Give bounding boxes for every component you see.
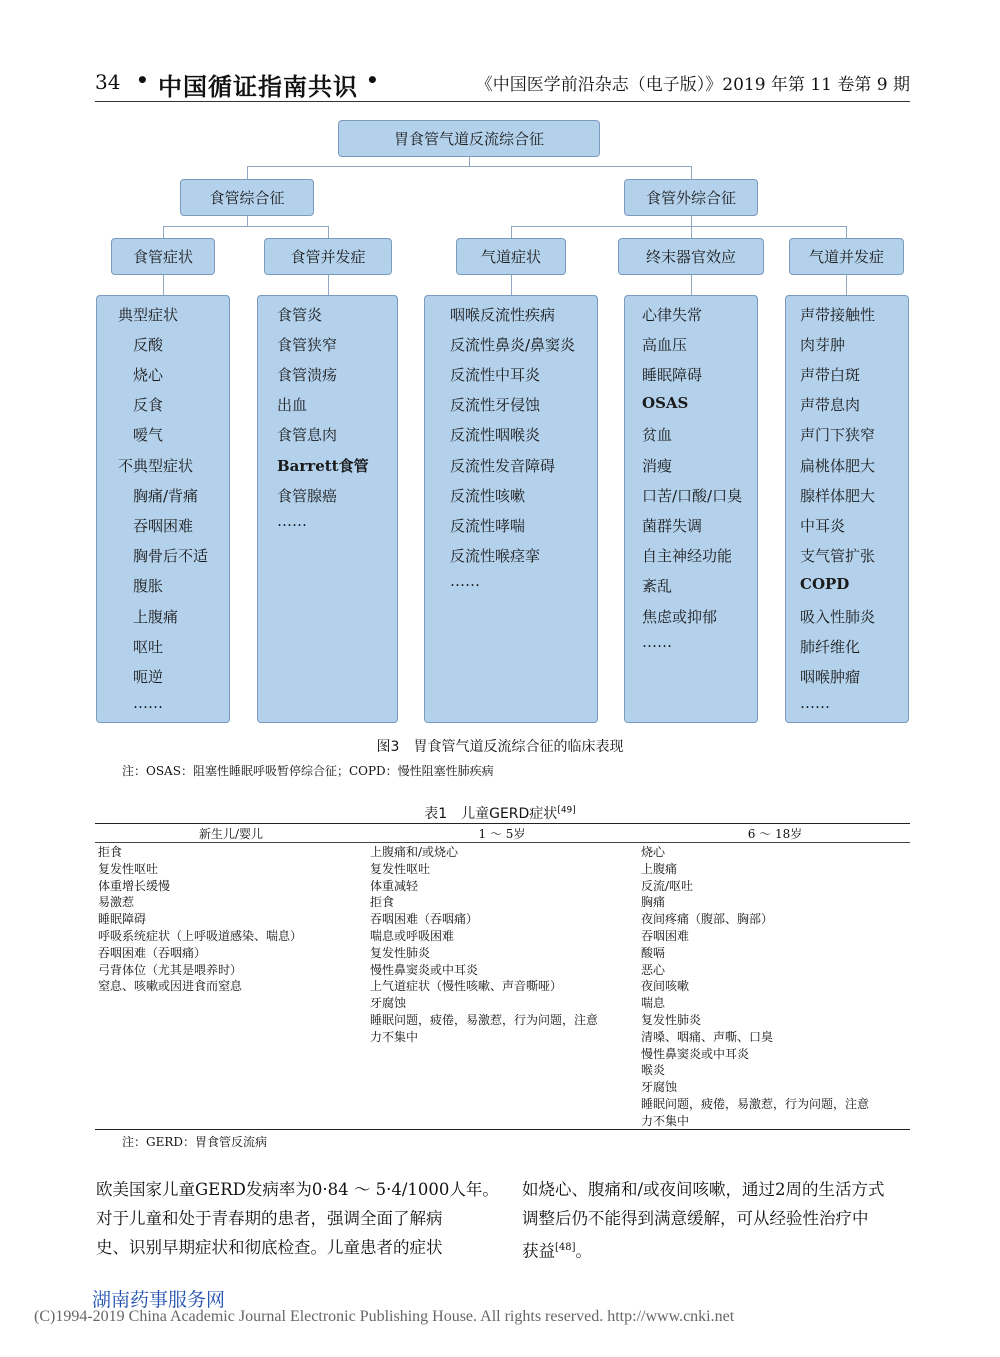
table-cell: 酸嗝 [641, 945, 666, 960]
list-item: 口苦/口酸/口臭 [642, 487, 743, 505]
list-item: …… [800, 694, 830, 712]
list-airway-complications [785, 295, 909, 723]
list-item: COPD [800, 575, 850, 593]
list-item: 腺样体肥大 [800, 487, 876, 505]
table-cell: 喘息或呼吸困难 [370, 928, 455, 943]
body-citation-ref: [48] [555, 1242, 576, 1253]
list-item: 反流性哮喘 [450, 517, 526, 535]
table-cell: 吞咽困难（吞咽痛） [98, 945, 207, 960]
list-item: 胸痛/背痛 [133, 487, 199, 505]
table-cell: 睡眠问题，疲倦，易激惹，行为问题，注意 [641, 1096, 870, 1111]
connector-line [247, 216, 248, 226]
connector-line [691, 216, 692, 226]
list-item: 自主神经功能 [642, 547, 733, 565]
table-cell: 窒息、咳嗽或因进食而窒息 [98, 979, 243, 994]
table-cell: 拒食 [98, 845, 123, 859]
table-header-infant: 新生儿/婴儿 [198, 827, 264, 841]
table-cell: 夜间疼痛（腹部、胸部） [641, 912, 774, 927]
list-item: …… [450, 572, 480, 590]
list-item: 反流性中耳炎 [450, 366, 541, 384]
title-bullet-right: • [366, 68, 379, 92]
table-cell: 上腹痛 [641, 861, 678, 876]
list-item: 焦虑或抑郁 [642, 608, 718, 626]
body-line: 调整后仍不能得到满意缓解，可从经验性治疗中 [522, 1209, 869, 1228]
connector-line [163, 226, 164, 238]
connector-line [691, 166, 692, 179]
node-esophageal-syndrome: 食管综合征 [180, 179, 314, 216]
body-text-right [522, 1175, 885, 1266]
list-item: 反流性咳嗽 [450, 487, 526, 505]
list-item: 上腹痛 [133, 608, 179, 626]
title-bullet-left: • [136, 68, 149, 92]
body-line-text: 获益 [522, 1241, 555, 1261]
connector-line [328, 275, 329, 295]
table-col-1-5 [370, 844, 598, 1046]
section-title: 中国循证指南共识 [158, 73, 358, 101]
body-line-end: 。 [575, 1241, 593, 1261]
body-line: 对于儿童和处于青春期的患者，强调全面了解病 [96, 1209, 443, 1228]
table-col-infant [98, 844, 302, 995]
connector-line [328, 226, 329, 238]
list-item: 睡眠障碍 [642, 366, 703, 384]
table-cell: 复发性呕吐 [98, 861, 159, 876]
list-airway-symptoms [424, 295, 598, 723]
table-cell: 力不集中 [370, 1029, 419, 1044]
table-caption-ref: [49] [557, 805, 576, 816]
table-cell: 吞咽困难（吞咽痛） [370, 912, 479, 927]
table-cell: 睡眠问题，疲倦，易激惹，行为问题，注意 [370, 1012, 599, 1027]
connector-line [163, 275, 164, 295]
list-item: 嗳气 [133, 426, 164, 444]
list-item: 肉芽肿 [800, 336, 846, 354]
list-item: 声带接触性 [800, 306, 876, 324]
list-item: 心律失常 [642, 306, 703, 324]
list-esophageal-symptoms [96, 295, 230, 723]
table-cell: 睡眠障碍 [98, 912, 147, 927]
table-header-1-5: 1 ～ 5岁 [478, 827, 526, 841]
list-item: 腹胀 [133, 577, 164, 595]
node-end-organ-effects: 终末器官效应 [618, 238, 764, 275]
table-cell: 拒食 [370, 895, 395, 910]
list-item: 声带白斑 [800, 366, 861, 384]
list-item: 食管息肉 [277, 426, 338, 444]
table-cell: 上气道症状（慢性咳嗽、声音嘶哑） [370, 979, 563, 994]
connector-line [691, 226, 692, 238]
table-cell: 复发性肺炎 [370, 945, 431, 960]
list-item: 出血 [277, 396, 308, 414]
table-cell: 喉炎 [641, 1063, 666, 1078]
table-cell: 牙腐蚀 [370, 996, 407, 1011]
list-item: 消瘦 [642, 457, 673, 475]
list-item: 中耳炎 [800, 517, 846, 535]
page-number: 34 [95, 70, 121, 94]
connector-line [691, 275, 692, 295]
figure-note: 注：OSAS：阻塞性睡眠呼吸暂停综合征；COPD：慢性阻塞性肺疾病 [122, 764, 494, 778]
list-item: 反流性发音障碍 [450, 457, 556, 475]
list-end-organ-effects [624, 295, 758, 723]
table-cell: 牙腐蚀 [641, 1080, 678, 1095]
list-item: 烧心 [133, 366, 164, 384]
table-cell: 烧心 [641, 845, 666, 859]
node-airway-complications: 气道并发症 [789, 238, 904, 275]
list-item: 反食 [133, 396, 164, 414]
copyright-footer: (C)1994-2019 China Academic Journal Electronic Publishing House. All rights reserved. http://www.cnki.net [34, 1308, 735, 1325]
table-col-6-18 [641, 844, 869, 1130]
list-item: 吸入性肺炎 [800, 608, 876, 626]
table-cell: 体重增长缓慢 [98, 878, 171, 893]
body-line: 欧美国家儿童GERD发病率为0·84 ～ 5·4/1000人年。 [96, 1180, 499, 1199]
node-airway-symptoms: 气道症状 [456, 238, 566, 275]
list-item: 扁桃体肥大 [800, 457, 876, 475]
list-item: 典型症状 [118, 306, 179, 324]
table-caption [0, 803, 1000, 823]
table-cell: 清嗓、咽痛、声嘶、口臭 [641, 1029, 774, 1044]
list-item: 贫血 [642, 426, 673, 444]
list-item: 食管炎 [277, 306, 323, 324]
table-cell: 恶心 [641, 962, 666, 977]
table-cell: 上腹痛和/或烧心 [370, 845, 459, 859]
connector-line [247, 166, 248, 179]
node-root: 胃食管气道反流综合征 [338, 120, 600, 157]
connector-line [511, 226, 847, 227]
list-item: OSAS [642, 394, 689, 412]
table-cell: 复发性肺炎 [641, 1012, 702, 1027]
body-line-last [522, 1233, 885, 1266]
node-esophageal-complications: 食管并发症 [264, 238, 392, 275]
list-item: 食管溃疡 [277, 366, 338, 384]
site-watermark: 湖南药事服务网 [92, 1289, 226, 1311]
list-item: 反流性喉痉挛 [450, 547, 541, 565]
list-esophageal-complications [257, 295, 398, 723]
list-item: 咽喉肿瘤 [800, 668, 861, 686]
list-item: …… [133, 694, 163, 712]
header-rule [95, 101, 910, 102]
body-line: 如烧心、腹痛和/或夜间咳嗽，通过2周的生活方式 [522, 1180, 885, 1199]
table-cell: 喘息 [641, 996, 666, 1011]
table-cell: 呼吸系统症状（上呼吸道感染、喘息） [98, 928, 303, 943]
list-item: 高血压 [642, 336, 688, 354]
connector-line [846, 226, 847, 238]
table-header-6-18: 6 ～ 18岁 [747, 827, 803, 841]
table-header-rule [95, 842, 910, 843]
node-extraesophageal-syndrome: 食管外综合征 [624, 179, 758, 216]
list-item: 菌群失调 [642, 517, 703, 535]
list-item: 支气管扩张 [800, 547, 876, 565]
table-cell: 慢性鼻窦炎或中耳炎 [641, 1046, 750, 1061]
connector-line [511, 275, 512, 295]
list-item: 反流性咽喉炎 [450, 426, 541, 444]
table-cell: 反流/呕吐 [641, 878, 694, 893]
list-item: 不典型症状 [118, 457, 194, 475]
table-bottom-rule [95, 1129, 910, 1130]
body-text-left [96, 1175, 499, 1262]
table-cell: 易激惹 [98, 895, 135, 910]
list-item: 呃逆 [133, 668, 164, 686]
node-esophageal-symptoms: 食管症状 [111, 238, 215, 275]
table-cell: 夜间咳嗽 [641, 979, 690, 994]
connector-line [846, 275, 847, 295]
list-item: 咽喉反流性疾病 [450, 306, 556, 324]
list-item: 呕吐 [133, 638, 164, 656]
journal-citation: 《中国医学前沿杂志（电子版）》2019 年第 11 卷第 9 期 [475, 75, 910, 95]
list-item: 声门下狭窄 [800, 426, 876, 444]
list-item: 声带息肉 [800, 396, 861, 414]
table-top-rule [95, 823, 910, 824]
table-cell: 弓背体位（尤其是喂养时） [98, 962, 243, 977]
list-item: 肺纤维化 [800, 638, 861, 656]
connector-line [511, 226, 512, 238]
figure-caption: 图3 胃食管气道反流综合征的临床表现 [376, 739, 624, 755]
table-cell: 体重减轻 [370, 878, 419, 893]
connector-line [247, 166, 692, 167]
table-cell: 胸痛 [641, 895, 666, 910]
table-cell: 吞咽困难 [641, 928, 690, 943]
list-item: 吞咽困难 [133, 517, 194, 535]
table-cell: 慢性鼻窦炎或中耳炎 [370, 962, 479, 977]
list-item: 反流性鼻炎/鼻窦炎 [450, 336, 576, 354]
list-item: 食管腺癌 [277, 487, 338, 505]
table-note: 注：GERD：胃食管反流病 [122, 1135, 268, 1149]
connector-line [469, 156, 470, 166]
connector-line [163, 226, 329, 227]
list-item: 胸骨后不适 [133, 547, 209, 565]
list-item: 反流性牙侵蚀 [450, 396, 541, 414]
list-item: 食管狭窄 [277, 336, 338, 354]
table-cell: 复发性呕吐 [370, 861, 431, 876]
list-item: Barrett食管 [277, 457, 369, 475]
list-item: …… [277, 512, 307, 530]
list-item: 紊乱 [642, 577, 673, 595]
table-caption-text: 表1 儿童GERD症状 [424, 806, 558, 822]
list-item: …… [642, 633, 672, 651]
table-cell: 力不集中 [641, 1113, 690, 1128]
list-item: 反酸 [133, 336, 164, 354]
body-line: 史、识别早期症状和彻底检查。儿童患者的症状 [96, 1238, 443, 1257]
